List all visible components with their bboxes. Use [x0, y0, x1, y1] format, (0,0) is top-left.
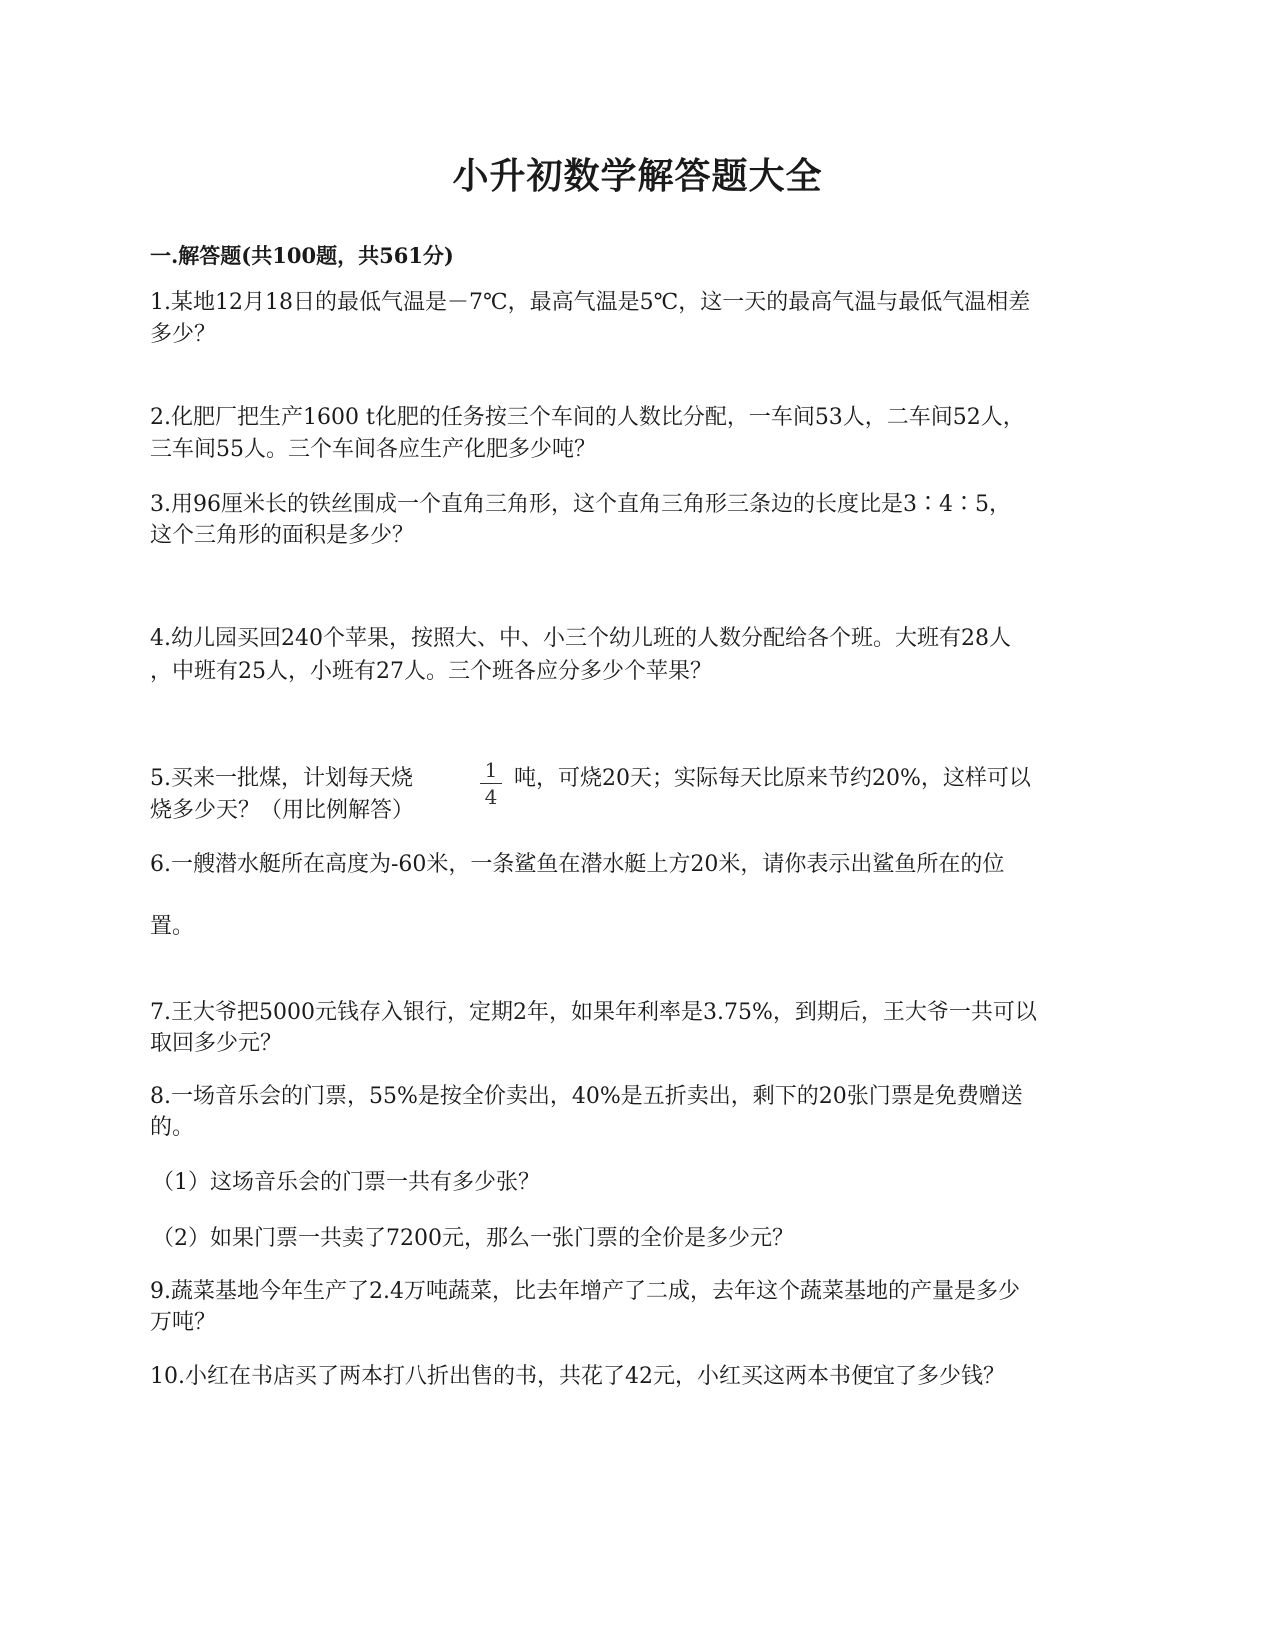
- question-9-line-1: 9.蔬菜基地今年生产了2.4万吨蔬菜，比去年增产了二成，去年这个蔬菜基地的产量是多少: [150, 1279, 1020, 1304]
- question-2-line-2: 三车间55人。三个车间各应生产化肥多少吨？: [150, 437, 596, 462]
- question-7-line-1: 7.王大爷把5000元钱存入银行，定期2年，如果年利率是3.75%，到期后，王大爷一共可以: [150, 1000, 1037, 1025]
- question-4-line-1: 4.幼儿园买回240个苹果，按照大、中、小三个幼儿班的人数分配给各个班。大班有28人: [150, 626, 1011, 651]
- question-9-line-2: 万吨？: [150, 1310, 217, 1335]
- question-4-line-2: ，中班有25人，小班有27人。三个班各应分多少个苹果？: [150, 659, 712, 684]
- fraction-numerator: 1: [484, 758, 498, 782]
- question-1-line-2: 多少？: [150, 322, 217, 347]
- fraction-denominator: 4: [484, 785, 498, 809]
- question-8-line-1: 8.一场音乐会的门票，55%是按全价卖出，40%是五折卖出，剩下的20张门票是免费赠送: [150, 1084, 1023, 1109]
- question-6-line-2: 置。: [150, 914, 195, 939]
- question-7-line-2: 取回多少元？: [150, 1031, 283, 1056]
- question-10-line-1: 10.小红在书店买了两本打八折出售的书，共花了42元，小红买这两本书便宜了多少钱？: [150, 1364, 1005, 1389]
- question-6-line-1: 6.一艘潜水艇所在高度为-60米，一条鲨鱼在潜水艇上方20米，请你表示出鲨鱼所在的位: [150, 852, 1005, 877]
- question-5-line-2: 烧多少天？（用比例解答）: [150, 798, 415, 823]
- page-title: 小升初数学解答题大全: [452, 155, 823, 197]
- question-2-line-1: 2.化肥厂把生产1600 t化肥的任务按三个车间的人数比分配，一车间53人，二车间52人，: [150, 405, 1025, 430]
- question-1-line-1: 1.某地12月18日的最低气温是－7℃，最高气温是5℃，这一天的最高气温与最低气温相差: [150, 290, 1031, 315]
- question-3-line-1: 3.用96厘米长的铁丝围成一个直角三角形，这个直角三角形三条边的长度比是3∶4∶5，: [150, 492, 1011, 517]
- question-8-sub-2: （2）如果门票一共卖了7200元，那么一张门票的全价是多少元？: [152, 1226, 794, 1251]
- question-8-line-2: 的。: [150, 1115, 195, 1140]
- section-heading: 一.解答题(共100题，共561分): [150, 243, 454, 268]
- fraction-bar: [480, 783, 502, 784]
- question-5-line-1-part-b: 吨，可烧20天；实际每天比原来节约20%，这样可以: [514, 766, 1031, 791]
- question-5-line-1-part-a: 5.买来一批煤，计划每天烧: [150, 766, 413, 791]
- question-3-line-2: 这个三角形的面积是多少？: [150, 523, 415, 548]
- question-8-sub-1: （1）这场音乐会的门票一共有多少张？: [152, 1170, 540, 1195]
